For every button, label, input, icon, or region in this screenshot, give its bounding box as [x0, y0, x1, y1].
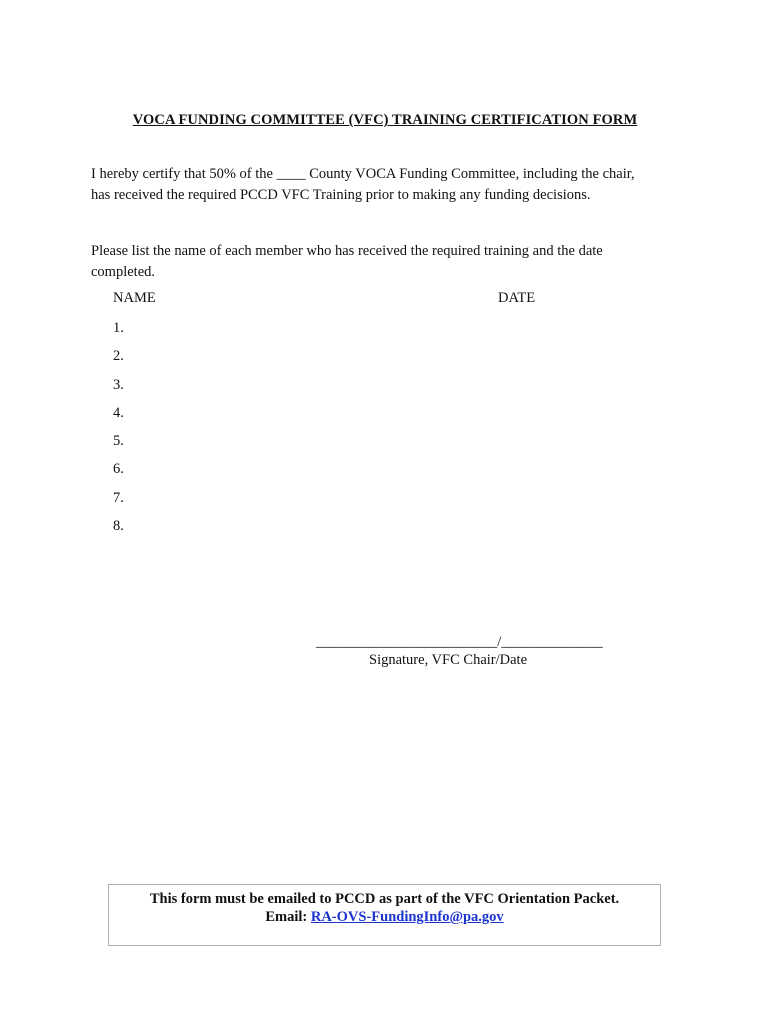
submission-notice-box	[108, 884, 661, 946]
instruction-line-1: Please list the name of each member who has received the required training and the date	[91, 243, 603, 259]
email-line	[109, 908, 660, 926]
member-row[interactable]: 8.	[113, 518, 124, 535]
name-column-header: NAME	[113, 290, 156, 306]
form-title: VOCA FUNDING COMMITTEE (VFC) TRAINING CERTIFICATION FORM	[132, 112, 638, 128]
instruction-line-2: completed.	[91, 264, 156, 280]
member-row[interactable]: 2.	[113, 348, 124, 365]
date-column-header: DATE	[498, 290, 536, 306]
certification-line-2: has received the required PCCD VFC Training prior to making any funding decisions.	[91, 187, 591, 203]
signature-label: Signature, VFC Chair/Date	[369, 652, 528, 668]
member-row[interactable]: 1.	[113, 320, 124, 336]
submission-notice-text: This form must be emailed to PCCD as part of the VFC Orientation Packet.	[149, 891, 620, 907]
member-row[interactable]: 7.	[113, 489, 124, 506]
certification-statement	[91, 164, 691, 206]
certification-line-1: I hereby certify that 50% of the ____ County VOCA Funding Committee, including the chair,	[91, 166, 635, 182]
member-row[interactable]: 3.	[113, 376, 124, 393]
member-list	[113, 318, 124, 544]
member-row[interactable]: 6.	[113, 461, 124, 478]
email-link[interactable]: RA-OVS-FundingInfo@pa.gov	[310, 909, 504, 925]
instruction-text	[91, 241, 691, 283]
email-label: Email:	[265, 909, 311, 925]
member-row[interactable]: 5.	[113, 433, 124, 450]
signature-field[interactable]: _________________________/______________	[316, 634, 603, 650]
member-row[interactable]: 4.	[113, 404, 124, 421]
